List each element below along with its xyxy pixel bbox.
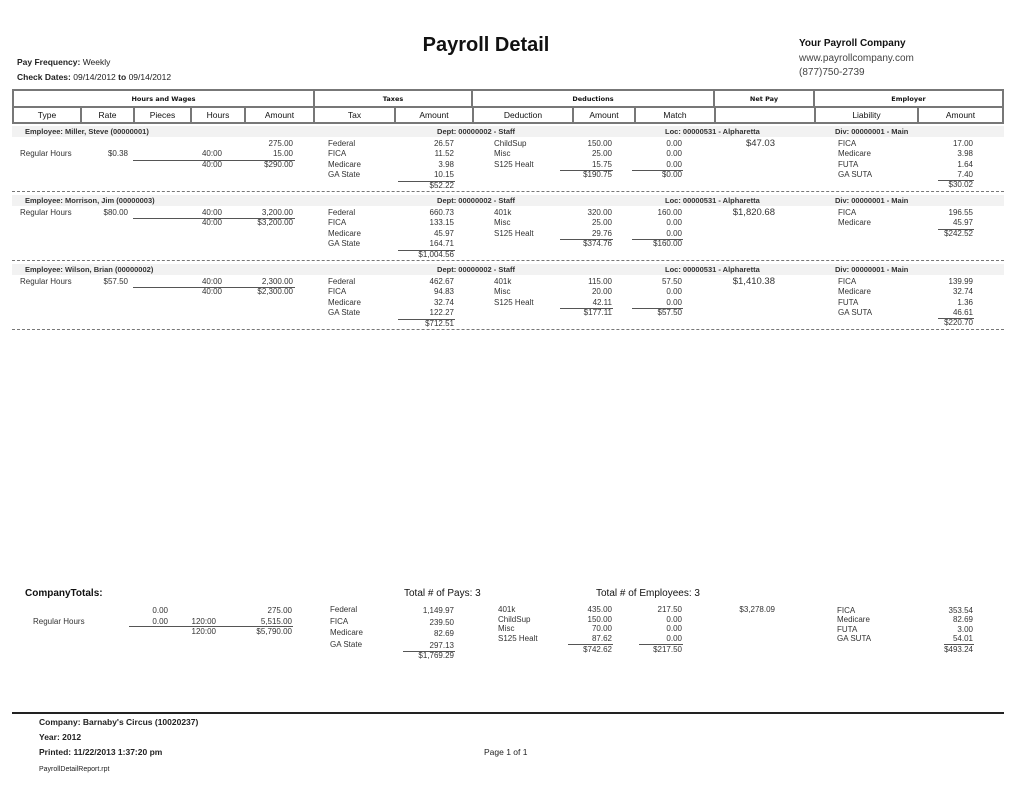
liability-name: FUTA [838, 159, 859, 169]
deduction-match: 0.00 [666, 614, 682, 624]
tax-amount: 660.73 [429, 208, 454, 217]
tax-name: GA State [328, 169, 361, 179]
tax-amount: 82.69 [433, 629, 454, 638]
deductions-total: $190.75 [583, 169, 612, 179]
deduction-name: S125 Healt [498, 634, 538, 644]
column-header: Match [634, 108, 714, 122]
employee-location: Loc: 00000531 - Alpharetta [665, 265, 760, 274]
liability-amount: 1.64 [957, 159, 973, 169]
check-dates-label: Check Dates: [17, 72, 71, 82]
column-group-header: Hours and Wages [131, 95, 196, 103]
tax-name: FICA [328, 287, 347, 297]
wages-total-amount: $3,200.00 [257, 218, 293, 228]
employee-separator [12, 329, 1004, 330]
deduction-name: Misc [494, 287, 511, 297]
deduction-match: 0.00 [666, 218, 682, 228]
tax-name: GA State [330, 639, 363, 649]
liability-amount: 3.98 [957, 149, 973, 159]
employee-division: Div: 00000001 - Main [835, 127, 909, 136]
liability-name: FICA [838, 208, 857, 217]
match-total: $0.00 [661, 169, 682, 179]
company-name: Your Payroll Company [799, 38, 906, 49]
match-total: $57.50 [657, 307, 682, 317]
tax-amount: 32.74 [433, 297, 454, 307]
tax-amount: 1,149.97 [422, 606, 454, 615]
column-header: Liability [814, 108, 917, 122]
wage-hours: 40:00 [201, 277, 222, 286]
employee-dept: Dept: 00000002 - Staff [437, 196, 515, 205]
column-group-header: Deductions [471, 91, 713, 107]
column-header [714, 108, 814, 122]
liability-amount: 353.54 [948, 606, 973, 615]
column-header-table [12, 89, 1004, 124]
liability-name: FUTA [838, 297, 859, 307]
wage-hours: 40:00 [201, 149, 222, 159]
net-pay: $47.03 [745, 138, 775, 149]
wages-total-hours: 40:00 [201, 287, 222, 297]
liability-amount: 17.00 [952, 139, 973, 148]
footer-printed: Printed: 11/22/2013 1:37:20 pm [39, 747, 163, 757]
tax-name: FICA [330, 616, 349, 626]
liability-amount: 3.00 [957, 624, 973, 634]
pay-frequency-value: Weekly [82, 57, 111, 67]
deduction-name: ChildSup [498, 614, 531, 624]
tax-name: Federal [328, 208, 356, 217]
employee-division: Div: 00000001 - Main [835, 196, 909, 205]
footer-company: Company: Barnaby's Circus (10020237) [39, 717, 199, 727]
column-group-header: Taxes [313, 91, 471, 107]
tax-amount: 3.98 [438, 159, 454, 169]
tax-amount: 26.57 [433, 139, 454, 148]
taxes-total: $712.51 [425, 319, 454, 329]
liability-amount: 45.97 [952, 218, 973, 228]
deduction-name: 401k [498, 605, 516, 614]
company-totals-label: CompanyTotals: [25, 588, 103, 599]
liabilities-total: $242.52 [944, 228, 973, 238]
match-total: $217.50 [653, 645, 682, 654]
wage-pieces: 0.00 [152, 616, 168, 626]
tax-name: Federal [328, 139, 356, 148]
column-header: Pieces [133, 108, 190, 122]
deduction-match: 0.00 [666, 624, 682, 634]
employee-location: Loc: 00000531 - Alpharetta [665, 196, 760, 205]
total-pays: Total # of Pays: 3 [404, 588, 481, 599]
tax-name: Medicare [328, 159, 361, 169]
liability-amount: 1.36 [957, 297, 973, 307]
wage-type: Regular Hours [20, 277, 72, 286]
wages-total-hours: 40:00 [201, 159, 222, 169]
wage-hours: 120:00 [191, 616, 216, 626]
check-dates-to-label: to [118, 72, 127, 82]
column-group-header: Net Pay [713, 91, 813, 107]
liability-name: Medicare [837, 615, 870, 625]
tax-name: Medicare [328, 228, 361, 238]
tax-name: FICA [328, 149, 347, 159]
company-phone: (877)750-2739 [799, 67, 865, 78]
liability-amount: 32.74 [952, 287, 973, 297]
wage-type: Regular Hours [20, 149, 72, 159]
taxes-total: $52.22 [429, 181, 454, 191]
column-header: Deduction [472, 108, 572, 122]
wage-amount: 2,300.00 [261, 277, 293, 286]
deduction-amount: 115.00 [588, 277, 612, 286]
deduction-amount: 435.00 [587, 605, 612, 614]
column-header: Tax [313, 108, 394, 122]
liability-amount: 139.99 [948, 277, 973, 286]
deduction-match: 0.00 [666, 297, 682, 307]
wage-amount: 5,515.00 [260, 616, 292, 626]
wages-total-hours: 40:00 [201, 218, 222, 228]
deduction-amount: 70.00 [591, 624, 612, 634]
employee-location: Loc: 00000531 - Alpharetta [665, 127, 760, 136]
liabilities-total: $493.24 [944, 645, 973, 654]
tax-name: GA State [328, 238, 361, 248]
company-website: www.payrollcompany.com [799, 53, 914, 64]
net-pay: $1,820.68 [732, 207, 775, 218]
net-pay: $1,410.38 [732, 276, 775, 287]
wage-rate: $0.38 [107, 149, 128, 159]
column-header: Amount [244, 108, 313, 122]
deductions-total: $374.76 [583, 238, 612, 248]
deduction-amount: 320.00 [587, 208, 612, 217]
employee-division: Div: 00000001 - Main [835, 265, 909, 274]
column-header: Hours [190, 108, 244, 122]
liability-name: FICA [838, 139, 857, 148]
tax-name: Medicare [330, 628, 363, 637]
tax-amount: 239.50 [429, 617, 454, 627]
column-header: Amount [394, 108, 472, 122]
wages-total-hours: 120:00 [191, 627, 216, 636]
footer-divider [12, 712, 1004, 714]
wage-rate: $57.50 [103, 277, 128, 286]
footer-year: Year: 2012 [39, 732, 82, 742]
liability-name: Medicare [838, 149, 871, 159]
column-header: Rate [80, 108, 133, 122]
tax-amount: 45.97 [433, 228, 454, 238]
deduction-name: ChildSup [494, 139, 527, 148]
report-filename: PayrollDetailReport.rpt [39, 766, 110, 773]
wage-type: Regular Hours [20, 208, 72, 217]
employee-name: Employee: Wilson, Brian (00000002) [25, 265, 154, 274]
deduction-amount: 15.75 [591, 159, 612, 169]
wage-amount: 3,200.00 [261, 208, 293, 217]
employee-separator [12, 191, 1004, 192]
tax-amount: 462.67 [429, 277, 454, 286]
employee-name: Employee: Miller, Steve (00000001) [25, 127, 149, 136]
deduction-name: S125 Healt [494, 159, 534, 169]
liability-name: FICA [838, 277, 857, 286]
deduction-name: 401k [494, 208, 512, 217]
pay-frequency-label: Pay Frequency: [17, 57, 81, 67]
deduction-name: Misc [494, 149, 511, 159]
tax-amount: 297.13 [429, 640, 454, 650]
deduction-amount: 29.76 [591, 228, 612, 238]
deduction-match: 217.50 [657, 605, 682, 614]
tax-amount: 94.83 [433, 287, 454, 297]
tax-name: FICA [328, 218, 347, 228]
deduction-amount: 150.00 [587, 614, 612, 624]
tax-amount: 11.52 [434, 149, 454, 159]
deduction-name: S125 Healt [494, 297, 534, 307]
employee-separator [12, 260, 1004, 261]
deduction-match: 160.00 [657, 208, 682, 217]
net-pay: $3,278.09 [739, 605, 775, 614]
deductions-total: $742.62 [583, 645, 612, 654]
deduction-amount: 25.00 [591, 218, 612, 228]
liability-name: GA SUTA [838, 169, 873, 179]
deduction-match: 0.00 [666, 159, 682, 169]
page-number: Page 1 of 1 [484, 747, 528, 757]
column-header: Amount [572, 108, 634, 122]
liability-name: FICA [837, 606, 856, 615]
page-title: Payroll Detail [422, 34, 550, 56]
deduction-match: 0.00 [666, 149, 682, 159]
taxes-total: $1,769.29 [418, 651, 454, 660]
wage-hours: 40:00 [201, 208, 222, 217]
wage-amount: 275.00 [268, 139, 293, 148]
check-date-to: 09/14/2012 [128, 72, 172, 82]
liability-name: Medicare [838, 218, 871, 228]
deduction-name: S125 Healt [494, 228, 534, 238]
wage-amount: 275.00 [267, 606, 292, 615]
tax-amount: 133.15 [429, 218, 454, 228]
liability-amount: 82.69 [952, 615, 973, 625]
tax-amount: 122.27 [429, 307, 454, 317]
liabilities-total: $30.02 [948, 180, 973, 190]
liability-amount: 7.40 [957, 169, 973, 179]
total-employees: Total # of Employees: 3 [596, 588, 700, 599]
wage-type: Regular Hours [33, 616, 85, 626]
check-date-from: 09/14/2012 [73, 72, 116, 82]
liability-name: GA SUTA [837, 633, 872, 643]
deduction-name: Misc [498, 624, 515, 634]
match-total: $160.00 [653, 238, 682, 248]
column-header: Amount [917, 108, 1002, 122]
deduction-match: 0.00 [666, 287, 682, 297]
column-group-header: Employer [813, 91, 1002, 107]
pay-frequency [17, 57, 110, 67]
liability-amount: 196.55 [948, 208, 973, 217]
tax-name: Medicare [328, 297, 361, 307]
taxes-total: $1,004.56 [418, 250, 454, 260]
wages-total-amount: $5,790.00 [256, 627, 292, 636]
wage-rate: $80.00 [103, 208, 128, 217]
tax-name: Federal [328, 277, 356, 286]
deduction-match: 57.50 [661, 277, 682, 286]
liability-name: FUTA [837, 624, 858, 634]
deduction-match: 0.00 [666, 228, 682, 238]
liability-name: GA SUTA [838, 307, 873, 317]
column-header: Type [37, 110, 57, 120]
deduction-name: 401k [494, 277, 512, 286]
deduction-amount: 25.00 [591, 149, 612, 159]
liabilities-total: $220.70 [944, 318, 973, 328]
deduction-name: Misc [494, 218, 511, 228]
wage-pieces: 0.00 [152, 606, 168, 615]
employee-name: Employee: Morrison, Jim (00000003) [25, 196, 155, 205]
tax-name: Federal [330, 605, 358, 614]
liability-name: Medicare [838, 287, 871, 297]
deduction-match: 0.00 [666, 634, 682, 644]
liability-amount: 46.61 [952, 307, 973, 317]
wages-total-amount: $2,300.00 [257, 287, 293, 297]
deductions-total: $177.11 [583, 307, 612, 317]
deduction-amount: 20.00 [591, 287, 612, 297]
deduction-amount: 150.00 [587, 139, 612, 148]
liability-amount: 54.01 [952, 633, 973, 643]
tax-amount: 10.15 [433, 169, 454, 179]
wages-total-amount: $290.00 [264, 159, 293, 169]
employee-dept: Dept: 00000002 - Staff [437, 127, 515, 136]
deduction-amount: 42.11 [592, 297, 612, 307]
wage-amount: 15.00 [272, 149, 293, 159]
tax-name: GA State [328, 307, 361, 317]
employee-dept: Dept: 00000002 - Staff [437, 265, 515, 274]
deduction-amount: 87.62 [591, 634, 612, 644]
tax-amount: 164.71 [429, 238, 454, 248]
check-dates [17, 72, 171, 82]
deduction-match: 0.00 [666, 139, 682, 148]
